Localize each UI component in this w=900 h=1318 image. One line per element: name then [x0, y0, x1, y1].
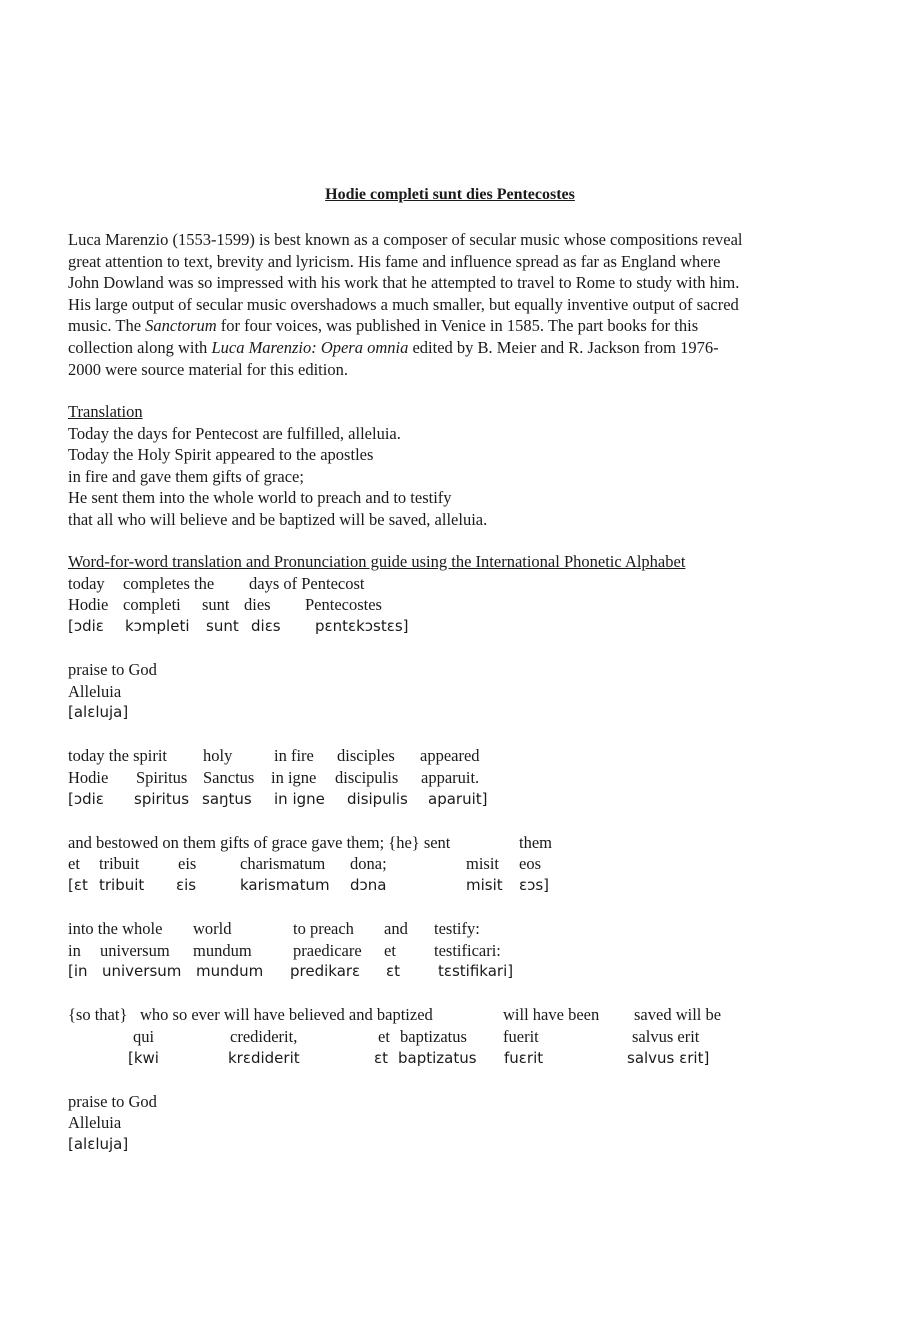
ipa-word: baptizatus	[398, 1048, 477, 1067]
gloss-word: world	[193, 919, 232, 939]
intro-line: great attention to text, brevity and lyricism. His fame and influence spread as far as England where	[68, 251, 721, 271]
ipa-word: saŋtus	[202, 789, 252, 808]
gloss-word: today	[68, 573, 105, 593]
intro-line: His large output of secular music overshadows a much smaller, but equally inventive output of sacred	[68, 294, 739, 314]
latin-word: discipulis	[335, 767, 399, 787]
latin-word: eos	[519, 854, 541, 874]
ipa-word: [in	[68, 962, 88, 981]
ipa-word: misit	[466, 875, 503, 894]
spacer	[68, 897, 848, 919]
gloss-row-ipa	[68, 789, 848, 811]
gloss-row-english	[68, 918, 848, 940]
ipa-word: ɛt	[374, 1048, 388, 1067]
ipa-word: mundum	[196, 962, 264, 981]
latin-word: fuerit	[503, 1027, 539, 1047]
translation-heading: Translation	[68, 402, 143, 421]
intro-line: 2000 were source material for this edition.	[68, 359, 348, 379]
translation-line: He sent them into the whole world to preach and to testify	[68, 488, 452, 508]
ipa-word: universum	[102, 962, 182, 981]
latin-word: apparuit.	[421, 767, 480, 787]
gloss-row-ipa	[68, 1134, 848, 1156]
ipa-word: spiritus	[134, 789, 190, 808]
latin-word: praedicare	[293, 940, 362, 960]
gloss-row-latin	[68, 1112, 848, 1134]
gloss-row-ipa	[68, 1048, 848, 1070]
ipa-word: pɛntɛkɔstɛs]	[315, 616, 409, 635]
spacer	[68, 724, 848, 746]
ipa-word: fuɛrit	[504, 1048, 544, 1067]
latin-word: Pentecostes	[305, 595, 382, 615]
ipa-word: [kwi	[128, 1048, 159, 1067]
gloss-word: disciples	[337, 746, 395, 766]
latin-word: qui	[133, 1027, 155, 1047]
gloss-word: praise to God	[68, 659, 157, 679]
spacer	[68, 1069, 848, 1091]
intro-text: music. The	[68, 316, 146, 336]
ipa-word: [alɛluja]	[68, 1135, 129, 1154]
ipa-word: predikarɛ	[290, 962, 361, 981]
gloss-word: holy	[203, 746, 233, 766]
ipa-word: ɛt	[386, 962, 400, 981]
latin-word: charismatum	[240, 854, 326, 874]
translation-section	[68, 401, 487, 531]
latin-word: misit	[466, 854, 500, 874]
ipa-word: diɛs	[251, 616, 281, 635]
gloss-row-english	[68, 1091, 848, 1113]
gloss-word: saved will be	[634, 1005, 722, 1025]
guide-section	[68, 551, 848, 1156]
ipa-word: krɛdiderit	[228, 1048, 300, 1067]
spacer	[68, 637, 848, 659]
intro-text: collection along with	[68, 337, 212, 357]
ipa-word: ɛis	[176, 875, 197, 894]
gloss-word: {so that}	[68, 1005, 128, 1025]
ipa-word: [ɛt	[68, 875, 88, 894]
latin-word: Hodie	[68, 595, 109, 615]
ipa-word: in igne	[274, 789, 325, 808]
gloss-row-english	[68, 745, 848, 767]
spacer	[68, 983, 848, 1005]
latin-word: sunt	[202, 595, 230, 615]
latin-word: Sanctus	[203, 767, 255, 787]
ipa-word: [ɔdiɛ	[68, 616, 104, 635]
latin-word: Hodie	[68, 767, 109, 787]
gloss-row-latin	[68, 681, 848, 703]
intro-line: John Dowland was so impressed with his work that he attempted to travel to Rome to study with him.	[68, 273, 740, 293]
latin-word: Spiritus	[136, 767, 188, 787]
gloss-word: days of Pentecost	[249, 573, 365, 593]
translation-line: Today the Holy Spirit appeared to the apostles	[68, 445, 374, 465]
latin-word: completi	[123, 595, 181, 615]
gloss-word: to preach	[293, 919, 354, 939]
ipa-word: tribuit	[99, 875, 145, 894]
gloss-row-latin	[68, 940, 848, 962]
gloss-row-ipa	[68, 961, 848, 983]
ipa-word: tɛstifikari]	[438, 962, 514, 981]
latin-word: et	[378, 1027, 390, 1047]
ipa-word: ɛɔs]	[519, 875, 550, 894]
gloss-word: appeared	[420, 746, 480, 766]
latin-word: dona;	[350, 854, 387, 874]
ipa-word: [ɔdiɛ	[68, 789, 104, 808]
gloss-row-english	[68, 1004, 848, 1026]
latin-word: et	[384, 940, 396, 960]
latin-word: in igne	[271, 767, 317, 787]
gloss-row-latin	[68, 1026, 848, 1048]
ipa-word: karismatum	[240, 875, 330, 894]
intro-line	[68, 337, 838, 359]
sanctorum-title: Sanctorum	[145, 316, 217, 336]
ipa-word: sunt	[206, 616, 239, 635]
gloss-row-english	[68, 573, 848, 595]
gloss-row-latin	[68, 853, 848, 875]
spacer	[68, 810, 848, 832]
gloss-row-ipa	[68, 616, 848, 638]
gloss-word: praise to God	[68, 1091, 157, 1111]
gloss-word: them	[519, 832, 552, 852]
ipa-word: kɔmpleti	[125, 616, 190, 635]
opera-omnia-title: Luca Marenzio: Opera omnia	[211, 337, 409, 357]
gloss-row-latin	[68, 594, 848, 616]
gloss-word: in fire	[274, 746, 314, 766]
gloss-word: will have been	[503, 1005, 600, 1025]
gloss-word: into the whole	[68, 919, 163, 939]
page-title: Hodie completi sunt dies Pentecostes	[325, 186, 575, 203]
latin-word: crediderit,	[230, 1027, 298, 1047]
ipa-word: dɔna	[350, 875, 387, 894]
gloss-row-ipa	[68, 875, 848, 897]
latin-word: in	[68, 940, 81, 960]
translation-line: in fire and gave them gifts of grace;	[68, 466, 304, 486]
gloss-row-latin	[68, 767, 848, 789]
gloss-word: and	[384, 919, 408, 939]
intro-line	[68, 315, 838, 337]
intro-text: for four voices, was published in Venice in 1585. The part books for this	[216, 316, 699, 336]
latin-word: mundum	[193, 940, 252, 960]
guide-heading: Word-for-word translation and Pronunciation guide using the International Phonetic Alphabet	[68, 552, 686, 571]
translation-line: Today the days for Pentecost are fulfilled, alleluia.	[68, 423, 401, 443]
ipa-word: [alɛluja]	[68, 703, 129, 722]
latin-word: baptizatus	[400, 1027, 467, 1047]
intro-paragraph	[68, 229, 838, 380]
latin-word: Alleluia	[68, 1113, 122, 1133]
latin-word: salvus erit	[632, 1027, 700, 1047]
gloss-row-ipa	[68, 702, 848, 724]
latin-word: tribuit	[99, 854, 140, 874]
latin-word: eis	[178, 854, 197, 874]
latin-word: universum	[100, 940, 170, 960]
gloss-word: completes the	[123, 573, 215, 593]
latin-word: testificari:	[434, 940, 501, 960]
gloss-word: testify:	[434, 919, 480, 939]
gloss-row-english	[68, 832, 848, 854]
translation-line: that all who will believe and be baptized will be saved, alleluia.	[68, 509, 488, 529]
latin-word: Alleluia	[68, 681, 122, 701]
gloss-row-english	[68, 659, 848, 681]
latin-word: et	[68, 854, 80, 874]
ipa-word: disipulis	[347, 789, 408, 808]
ipa-word: aparuit]	[428, 789, 488, 808]
ipa-word: salvus ɛrit]	[627, 1048, 710, 1067]
gloss-phrase: and bestowed on them gifts of grace gave them; {he} sent	[68, 832, 451, 852]
gloss-phrase: who so ever will have believed and baptized	[140, 1005, 433, 1025]
latin-word: dies	[244, 595, 271, 615]
intro-line: Luca Marenzio (1553-1599) is best known as a composer of secular music whose compositions reveal	[68, 230, 743, 249]
intro-text: edited by B. Meier and R. Jackson from 1976-	[408, 337, 719, 357]
gloss-word: today the spirit	[68, 746, 167, 766]
